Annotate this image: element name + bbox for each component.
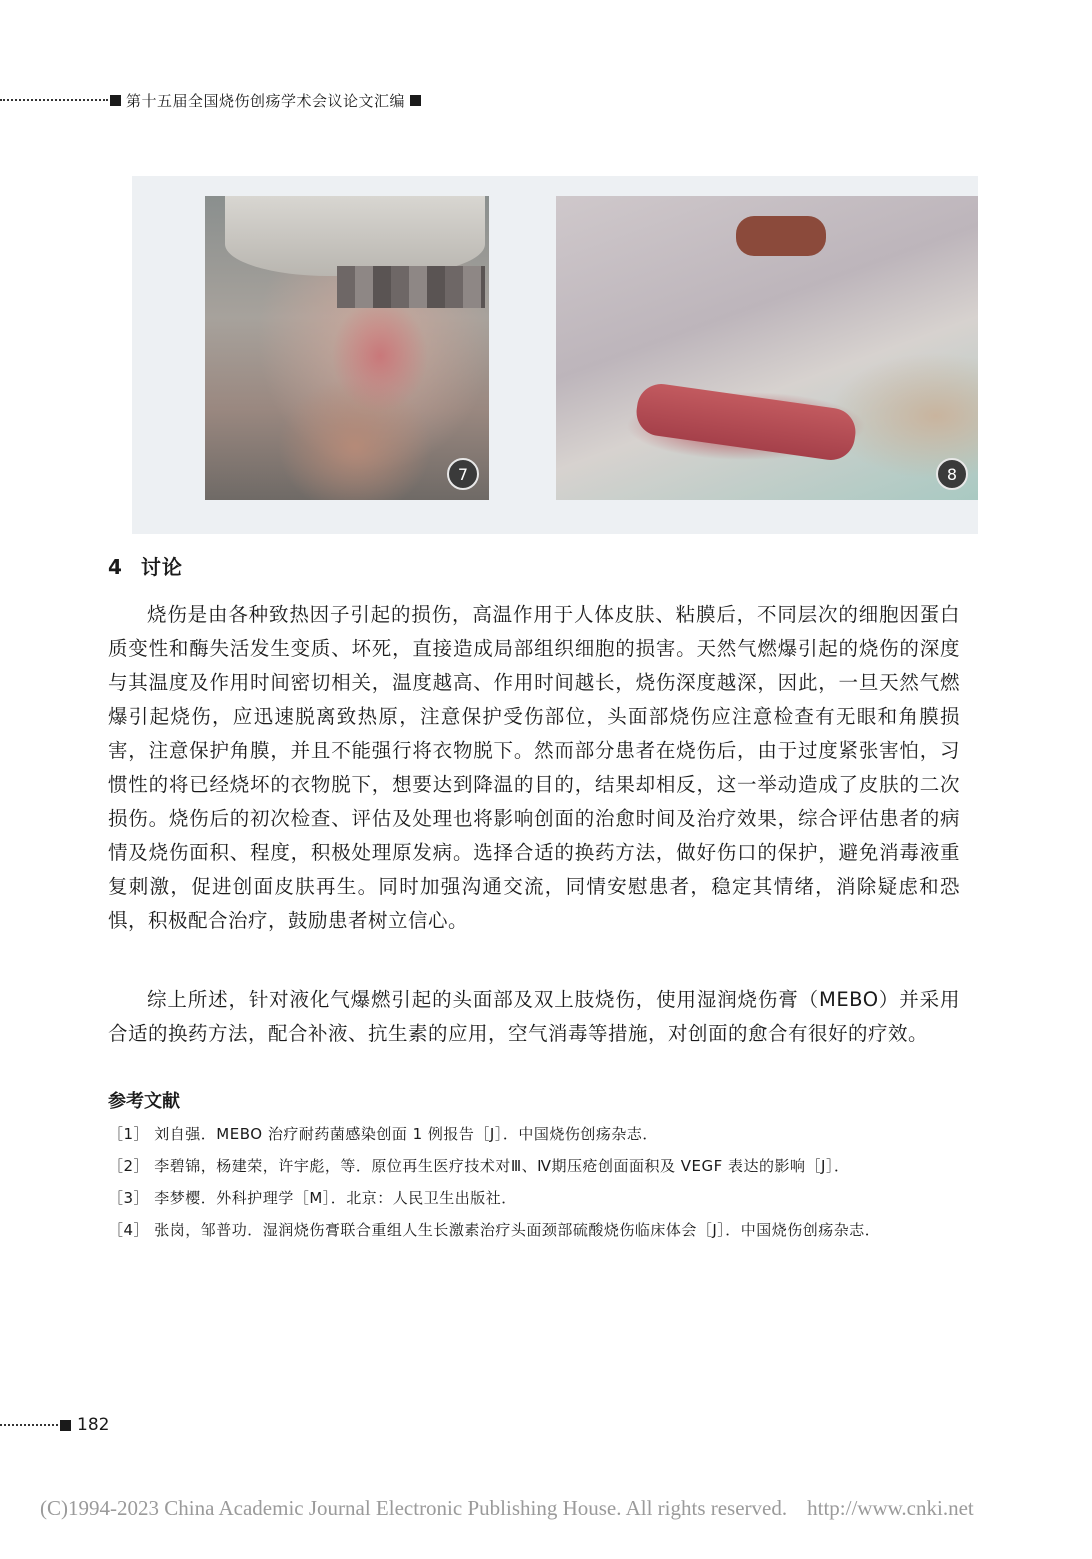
- copyright-notice: [40, 1496, 1050, 1521]
- copyright-url: http://www.cnki.net: [807, 1496, 974, 1520]
- reference-item: ［1］ 刘自强．MEBO 治疗耐药菌感染创面 1 例报告［J］．中国烧伤创疡杂志．: [108, 1125, 658, 1143]
- section-title: 讨论: [140, 555, 183, 579]
- paragraph: 综上所述，针对液化气爆燃引起的头面部及双上肢烧伤，使用湿润烧伤膏（MEBO）并采用合适的换药方法，配合补液、抗生素的应用，空气消毒等措施，对创面的愈合有很好的疗效。: [108, 988, 960, 1045]
- page-footer: [0, 1413, 140, 1437]
- photo-hand-region: [736, 216, 826, 256]
- header-dotted-rule: [0, 99, 108, 101]
- section-heading: [108, 551, 183, 580]
- photo-hair-region: [225, 196, 485, 276]
- eye-mosaic-blur: [337, 266, 485, 308]
- section-number: 4: [108, 555, 123, 579]
- references-title: 参考文献: [108, 1091, 180, 1112]
- figure-label-badge: 8: [936, 458, 968, 490]
- photo-face-burn: [205, 196, 489, 500]
- header-square-icon: [110, 95, 121, 106]
- page-number: 182: [77, 1415, 110, 1435]
- reference-item: ［4］ 张岗，邹普功．湿润烧伤膏联合重组人生长激素治疗头面颈部硫酸烧伤临床体会［J］．中国烧伤创疡杂志．: [108, 1221, 881, 1239]
- header-square-icon: [410, 95, 421, 106]
- running-header: [0, 88, 560, 112]
- footer-square-icon: [60, 1420, 71, 1431]
- header-title: 第十五届全国烧伤创疡学术会议论文汇编: [126, 91, 406, 110]
- figure-panel: [132, 176, 978, 534]
- footer-dotted-rule: [0, 1424, 58, 1426]
- paragraph: 烧伤是由各种致热因子引起的损伤，高温作用于人体皮肤、粘膜后，不同层次的细胞因蛋白质变性和酶失活发生变质、坏死，直接造成局部组织细胞的损害。天然气燃爆引起的烧伤的深度与其温度及作用时间密切相关，温度越高、作用时间越长，烧伤深度越深，因此，一旦天然气燃爆引起烧伤，应迅速脱离致热原，注意保护受伤部位，头面部烧伤应注意检查有无眼和角膜损害，注意保护角膜，并且不能强行将衣物脱下。然而部分患者在烧伤后，由于过度紧张害怕，习惯性的将已经烧坏的衣物脱下，想要达到降温的目的，结果却相反，这一举动造成了皮肤的二次损伤。烧伤后的初次检查、评估及处理也将影响创面的治愈时间及治疗效果，综合评估患者的病情及烧伤面积、程度，积极处理原发病。选择合适的换药方法，做好伤口的保护，避免消毒液重复刺激，促进创面皮肤再生。同时加强沟通交流，同情安慰患者，稳定其情绪，消除疑虑和恐惧，积极配合治疗，鼓励患者树立信心。: [108, 603, 960, 932]
- reference-list: [108, 1120, 960, 1248]
- figure-label-badge: 7: [447, 458, 479, 490]
- reference-item: ［2］ 李碧锦，杨建荣，许宇彪，等．原位再生医疗技术对Ⅲ、Ⅳ期压疮创面面积及 VEGF 表达的影响［J］．: [108, 1157, 850, 1175]
- photo-arm-burn: [556, 196, 978, 500]
- reference-item: ［3］ 李梦樱．外科护理学［M］．北京：人民卫生出版社．: [108, 1189, 517, 1207]
- copyright-text: (C)1994-2023 China Academic Journal Electronic Publishing House. All rights reserved.: [40, 1496, 788, 1520]
- photo-forearm-region: [633, 381, 858, 463]
